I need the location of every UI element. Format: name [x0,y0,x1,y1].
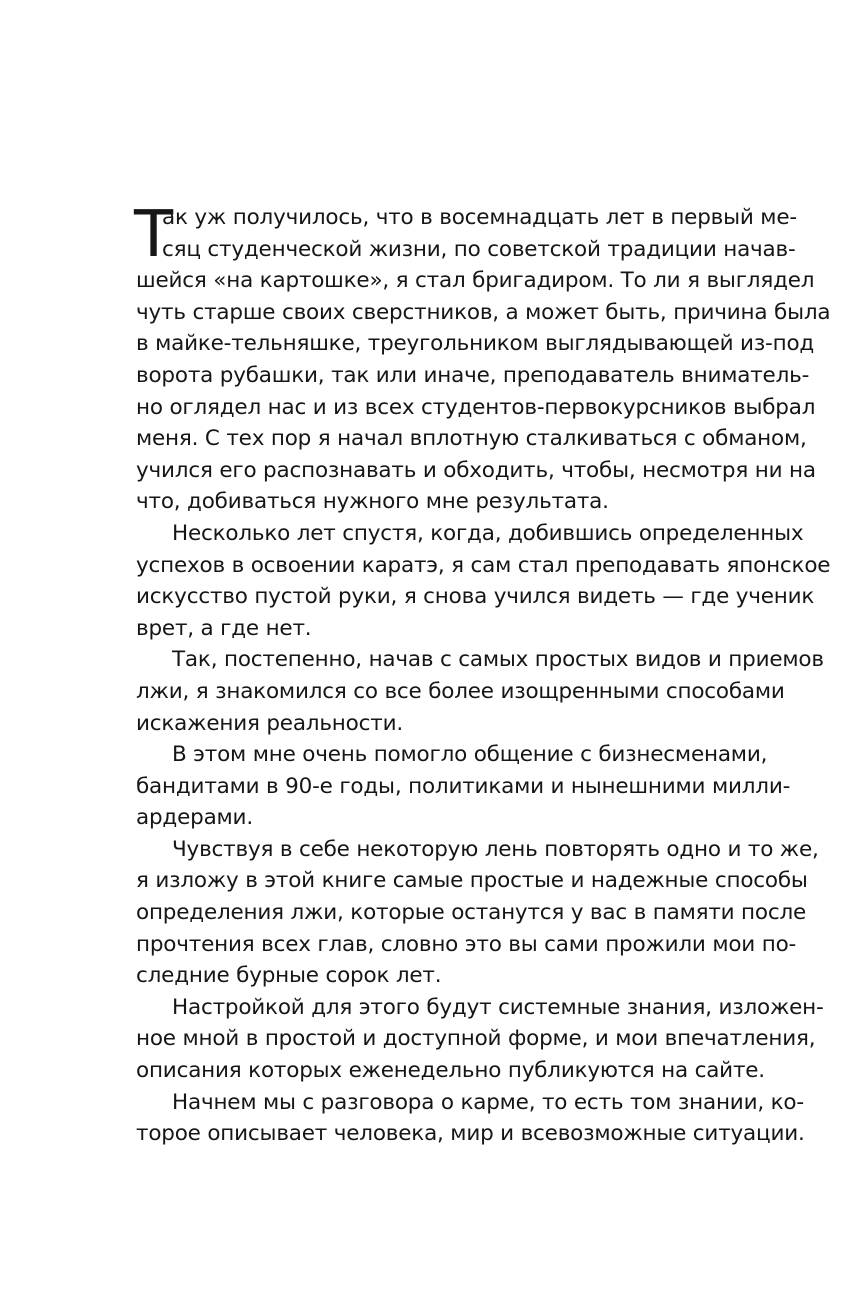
text-line: успехов в освоении каратэ, я сам стал преподавать японское [136,552,831,578]
paragraph-4 [136,739,791,834]
drop-cap-letter: Т [134,198,173,272]
text-line: следние бурные сорок лет. [136,963,442,989]
text-line: я изложу в этой книге самые простые и надежные способы [136,868,808,894]
text-line: учился его распознавать и обходить, чтобы, несмотря ни на [136,457,816,483]
body-text [134,198,831,1150]
text-line: что, добиваться нужного мне результата. [136,489,609,515]
paragraph-5 [136,834,819,992]
paragraph-2 [136,518,831,644]
text-line: описания которых еженедельно публикуются на сайте. [136,1058,765,1084]
text-line: шейся «на картошке», я стал бригадиром. То ли я выглядел [136,268,815,294]
text-line: В этом мне очень помогло общение с бизнесменами, [172,742,768,768]
paragraph-1 [134,198,831,518]
text-line: прочтения всех глав, словно это вы сами прожили мои по- [136,931,797,957]
text-line: лжи, я знакомился со все более изощренными способами [136,678,785,704]
paragraph-3 [136,644,824,739]
text-line: в майке-тельняшке, треугольником выглядывающей из-под [136,331,815,357]
text-line: сяц студенческой жизни, по советской традиции начав- [162,236,796,262]
text-line: Чувствуя в себе некоторую лень повторять одно и то же, [172,836,819,862]
text-line: меня. С тех пор я начал вплотную сталкиваться с обманом, [136,426,807,452]
text-line: ное мной в простой и доступной форме, и мои впечатления, [136,1026,816,1052]
text-line: бандитами в 90-е годы, политиками и нынешними милли- [136,773,791,799]
text-line: искусство пустой руки, я снова учился видеть — где ученик [136,584,815,610]
text-line: Несколько лет спустя, когда, добившись определенных [172,520,804,546]
text-line: ворота рубашки, так или иначе, преподаватель вниматель- [136,362,810,388]
text-line: Настройкой для этого будут системные знания, изложен- [172,994,824,1020]
text-line: Так, постепенно, начав с самых простых видов и приемов [172,647,824,673]
text-line: искажения реальности. [136,710,403,736]
text-line: ак уж получилось, что в восемнадцать лет в первый ме- [162,205,797,230]
paragraph-7 [136,1087,805,1150]
text-line: но оглядел нас и из всех студентов-первокурсников выбрал [136,394,816,420]
paragraph-6 [136,992,824,1087]
text-line: врет, а где нет. [136,615,312,641]
text-line: определения лжи, которые останутся у вас в памяти после [136,900,807,926]
text-line: торое описывает человека, мир и всевозможные ситуации. [136,1121,805,1147]
text-line: Начнем мы с разговора о карме, то есть том знании, ко- [172,1089,804,1115]
text-line: ардерами. [136,805,253,831]
text-line: чуть старше своих сверстников, а может быть, причина была [136,299,831,325]
